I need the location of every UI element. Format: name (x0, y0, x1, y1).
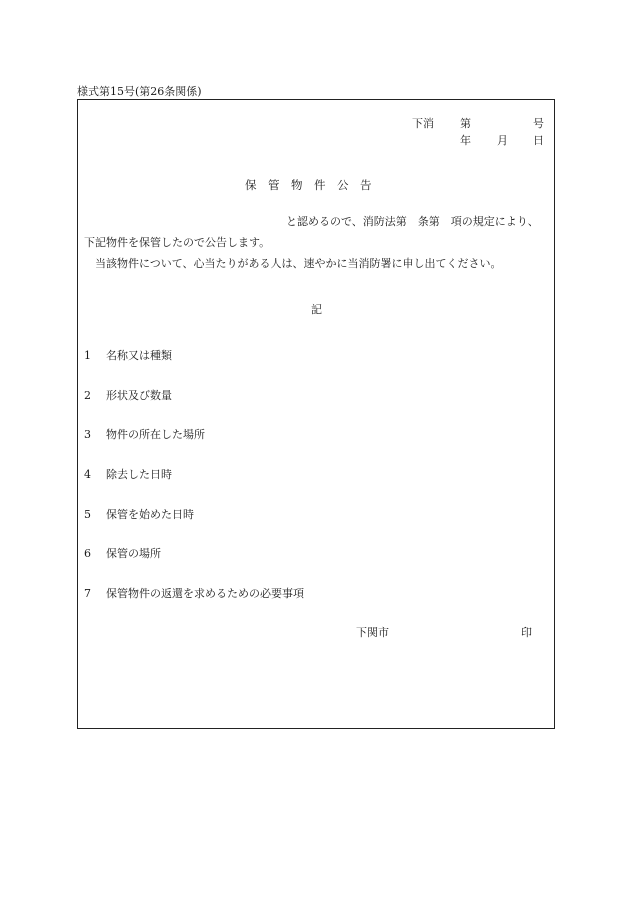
notice-title: 保 管 物 件 公 告 (245, 178, 372, 192)
item-number-5: 5 (84, 508, 91, 521)
item-number-2: 2 (84, 389, 91, 402)
issuer-prefix: 下消 (412, 117, 434, 130)
ki-heading: 記 (311, 303, 322, 316)
item-label-4: 除去した日時 (106, 468, 172, 481)
body-line-2: 下記物件を保管したので公告します。 (84, 236, 271, 249)
item-label-3: 物件の所在した場所 (106, 428, 205, 441)
item-label-2: 形状及び数量 (106, 389, 172, 402)
notice-frame (77, 99, 555, 729)
seal-mark: 印 (521, 626, 532, 639)
item-label-1: 名称又は種類 (106, 349, 172, 362)
form-number: 様式第15号(第26条関係) (77, 85, 202, 98)
item-label-7: 保管物件の返還を求めるための必要事項 (106, 587, 304, 600)
item-number-4: 4 (84, 468, 91, 481)
date-month: 月 (497, 134, 508, 147)
date-day: 日 (533, 134, 544, 147)
item-number-1: 1 (84, 349, 91, 362)
number-go: 号 (533, 117, 544, 130)
item-number-3: 3 (84, 428, 91, 441)
body-line-3: 当該物件について、心当たりがある人は、速やかに当消防署に申し出てください。 (95, 257, 502, 270)
signer-name: 下関市 (356, 626, 389, 639)
item-number-7: 7 (84, 587, 91, 600)
body-line-1: と認めるので、消防法第 条第 項の規定により、 (286, 215, 539, 228)
item-label-5: 保管を始めた日時 (106, 508, 194, 521)
item-number-6: 6 (84, 547, 91, 560)
date-year: 年 (460, 134, 471, 147)
item-label-6: 保管の場所 (106, 547, 161, 560)
number-dai: 第 (460, 117, 471, 130)
